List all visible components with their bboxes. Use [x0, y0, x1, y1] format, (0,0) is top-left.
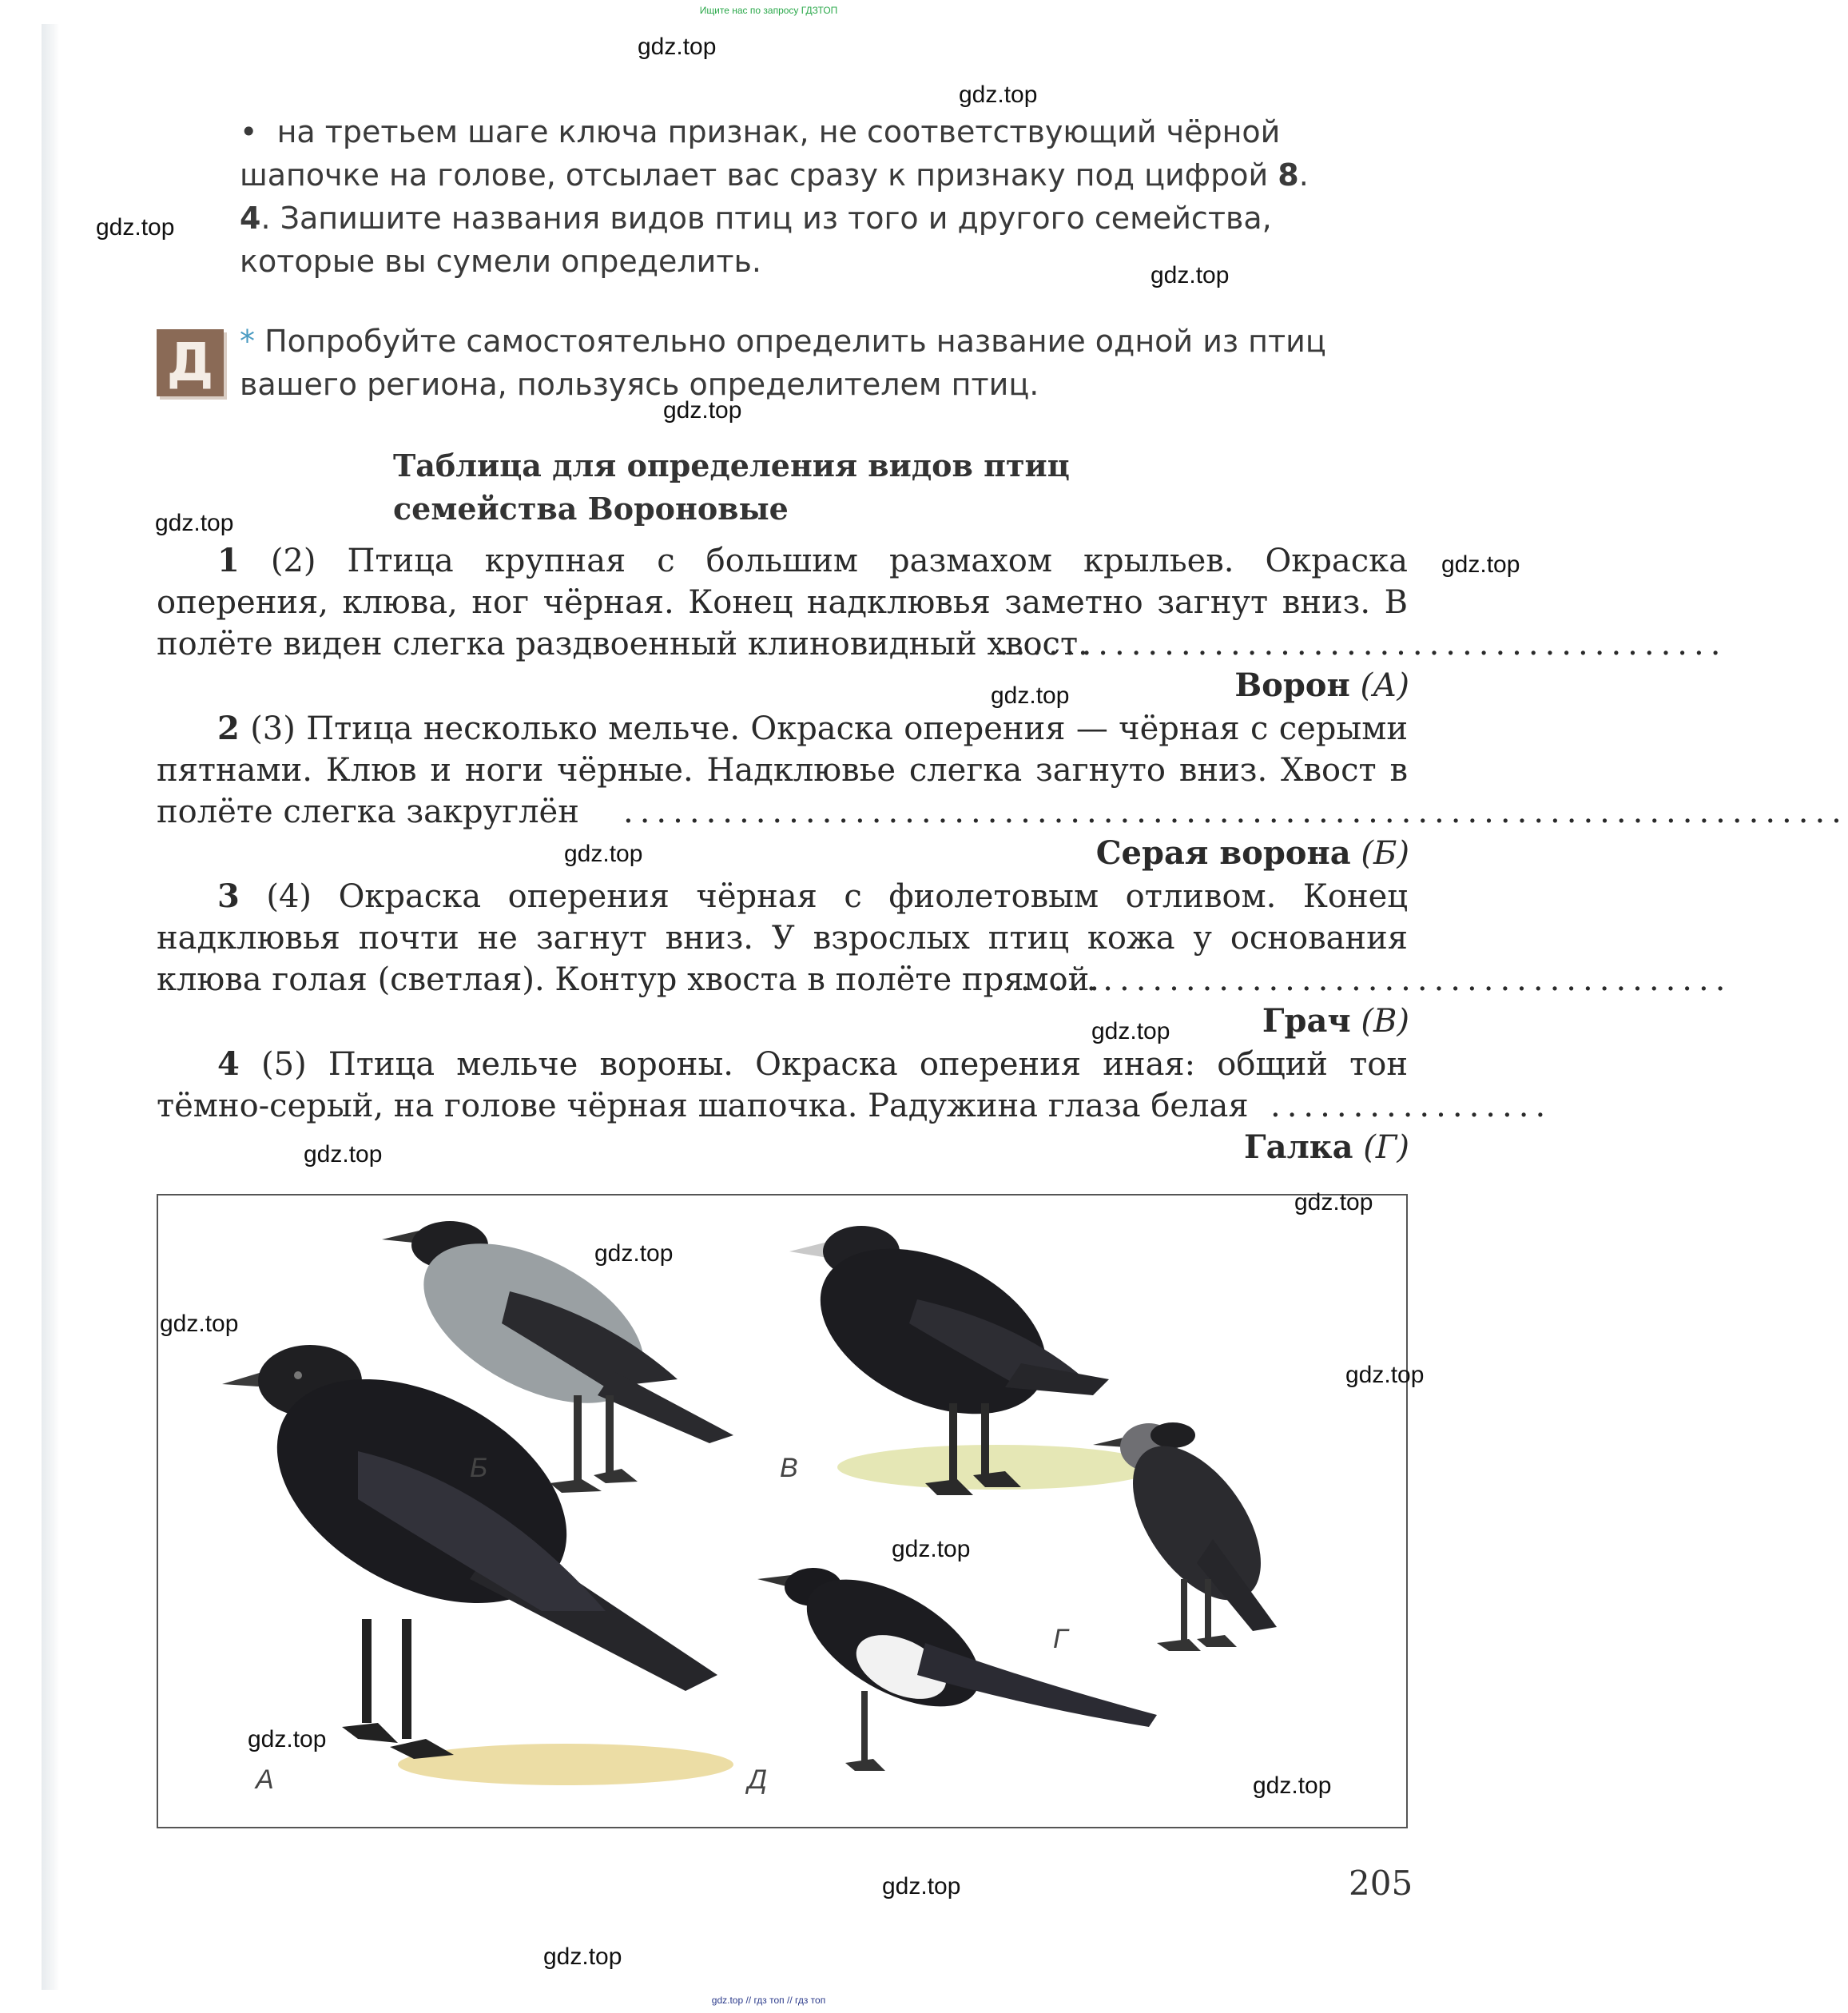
- watermark: gdz.top: [892, 1536, 971, 1562]
- watermark: gdz.top: [564, 841, 643, 867]
- watermark: gdz.top: [304, 1141, 383, 1168]
- footer-note: gdz.top // гдз топ // гдз топ: [711, 1995, 826, 2006]
- bird-label-b: Б: [470, 1453, 488, 1483]
- watermark: gdz.top: [1091, 1018, 1170, 1044]
- ground-patch: [398, 1744, 733, 1785]
- watermark: gdz.top: [1441, 551, 1520, 578]
- watermark: gdz.top: [96, 214, 175, 241]
- dot-leader: ..........................................................................: [623, 794, 1848, 830]
- watermark: gdz.top: [543, 1943, 622, 1970]
- bullet-text: на третьем шаге ключа признак, не соответствующий чёрной шапочке на голове, отсылает вас сразу к признаку под цифрой: [240, 114, 1281, 193]
- watermark: gdz.top: [1253, 1772, 1332, 1799]
- bullet-icon: •: [240, 114, 277, 149]
- key-entry-3: 3 (4) Окраска оперения чёрная с фиолетовым отливом. Конец надклювья почти не загнут вниз. У взрослых птиц кожа у основания клюва голая (светлая). Контур хвоста в полёте прямой.: [157, 877, 1408, 998]
- dot-leader: ............................................: [1003, 961, 1732, 998]
- watermark: gdz.top: [663, 397, 742, 424]
- dot-leader: ............................................: [999, 626, 1727, 662]
- extra-task-text: Попробуйте самостоятельно определить название одной из птиц вашего региона, пользуясь определителем птиц.: [240, 324, 1326, 402]
- bird-label-d: Д: [748, 1764, 767, 1795]
- extra-task-icon: Д: [157, 329, 224, 396]
- magpie-bird: [757, 1554, 1157, 1771]
- task-number: 4: [240, 201, 261, 236]
- birds-illustration: [157, 1194, 1408, 1828]
- watermark: gdz.top: [882, 1873, 961, 1900]
- bullet-item: • на третьем шаге ключа признак, не соответствующий чёрной шапочке на голове, отсылает вас сразу к признаку под цифрой 8.: [240, 114, 1309, 193]
- table-title-line-1: Таблица для определения видов птиц: [393, 448, 1070, 483]
- task-item: 4. Запишите названия видов птиц из того и другого семейства, которые вы сумели определить.: [240, 201, 1272, 279]
- bird-label-g: Г: [1053, 1624, 1068, 1654]
- bullet-number: 8: [1278, 157, 1299, 193]
- watermark: gdz.top: [1345, 1362, 1425, 1388]
- key-entry-4: 4 (5) Птица мельче вороны. Окраска оперения иная: общий тон тёмно-серый, на голове чёрная шапочка. Радужина глаза белая: [157, 1045, 1409, 1124]
- watermark: gdz.top: [1151, 262, 1230, 288]
- key-entry-2: 2 (3) Птица несколько мельче. Окраска оперения — чёрная с серыми пятнами. Клюв и ноги чёрные. Надклювье слегка загнуто вниз. Хвост в полёте слегка закруглён: [157, 710, 1409, 830]
- watermark: gdz.top: [959, 82, 1038, 108]
- dot-leader: .................: [1270, 1088, 1552, 1124]
- watermark: gdz.top: [160, 1311, 239, 1337]
- table-title-line-2: семейства Вороновые: [393, 491, 789, 527]
- answer-1: Ворон (А): [1234, 666, 1409, 704]
- answer-3: Грач (В): [1262, 1002, 1409, 1040]
- watermark: gdz.top: [155, 510, 234, 536]
- watermark: gdz.top: [248, 1726, 327, 1752]
- birds-drawing: [158, 1195, 1406, 1827]
- header-note: Ищите нас по запросу ГДЗТОП: [699, 5, 838, 16]
- bird-label-v: В: [780, 1453, 798, 1483]
- answer-2: Серая ворона (Б): [1095, 834, 1409, 872]
- task-text: Запишите названия видов птиц из того и другого семейства, которые вы сумели определить.: [240, 201, 1272, 279]
- answer-4: Галка (Г): [1244, 1128, 1409, 1166]
- watermark: gdz.top: [1294, 1189, 1373, 1215]
- watermark: gdz.top: [594, 1240, 674, 1267]
- key-entry-1: 1 (2) Птица крупная с большим размахом крыльев. Окраска оперения, клюва, ног чёрная. Конец надклювья заметно загнут вниз. В полёте виден слегка раздвоенный клиновидный хвост.: [157, 542, 1408, 662]
- bird-label-a: А: [256, 1764, 274, 1795]
- asterisk-icon: *: [240, 324, 255, 359]
- watermark: gdz.top: [638, 34, 717, 60]
- page-binding-shadow: [42, 24, 59, 1990]
- page-number: 205: [1349, 1864, 1413, 1903]
- watermark: gdz.top: [991, 682, 1070, 709]
- extra-task: [240, 320, 1406, 406]
